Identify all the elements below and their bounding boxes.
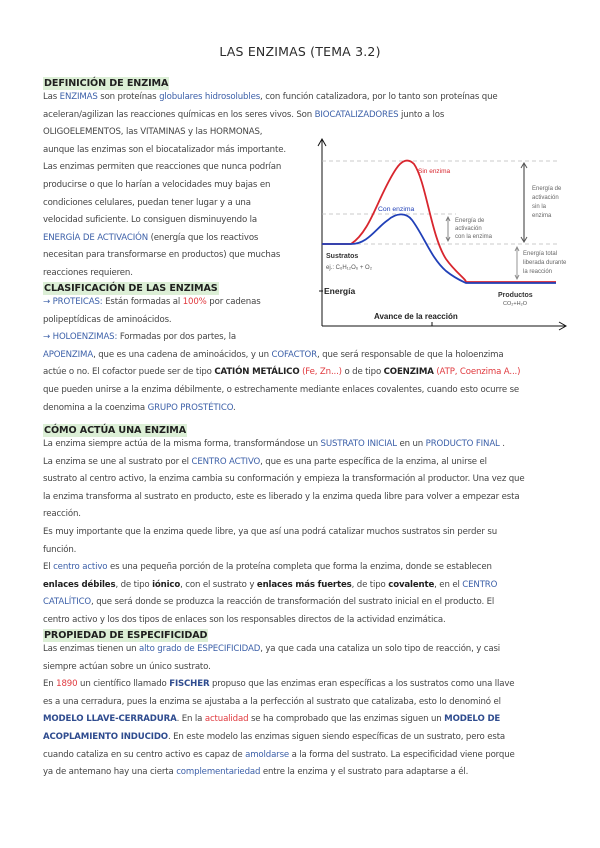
heading-clasificacion: CLASIFICACIÓN DE LAS ENZIMAS [44,283,218,294]
text-line [43,89,583,107]
text: se ha comprobado que las enzimas siguen un [248,714,445,725]
paragraph-como-actua [43,436,583,630]
heading-especificidad: PROPIEDAD DE ESPECIFICIDAD [44,630,208,641]
text-line [43,676,583,694]
text-line: producirse o que lo harían a velocidades muy bajas en [43,179,271,190]
document-title: LAS ENZIMAS (TEMA 3.2) [219,44,381,59]
text-line: Es muy importante que la enzima quede libre, ya que así una podrá catalizar muchos sustratos sin perder su [43,526,498,537]
text-line [43,711,583,729]
term-holoenzimas: → HOLOENZIMAS: [43,332,118,343]
label-productos-formula: CO₂+H₂O [503,301,527,307]
text: . [499,439,505,449]
term-modelo-de: MODELO DE [444,714,501,725]
text-line: reacciones requieren. [43,267,133,278]
term-centro-activo: CENTRO ACTIVO [191,456,261,467]
label-x-axis: Avance de la reacción [374,312,458,321]
text: ya de antemano hay una cierta [43,767,177,778]
text-line [43,764,583,782]
paragraph-especificidad [43,641,583,782]
text: un científico llamado [77,679,170,690]
text-line [43,400,583,418]
example-cations: (Fe, Zn...) [299,367,342,378]
text: La enzima siempre actúa de la misma forma, transformándose un [43,439,321,449]
term-coenzima: COENZIMA [383,367,434,378]
label-ea-con-3: con la enzima [455,234,493,240]
text-line: necesitan para transformarse en productos) que muchas [43,250,281,261]
text-line: condiciones celulares, puedan tener lugar y a una [43,197,251,208]
term-energia-activacion: ENERGÍA DE ACTIVACIÓN [43,232,148,243]
term-especificidad: alto grado de ESPECIFICIDAD [139,644,261,654]
text-line: sustrato al centro activo, la enzima cambia su conformación y empieza la transformación al productor. Una vez que [43,474,525,485]
term-producto-final: PRODUCTO FINAL [425,439,500,449]
term-apoenzima: APOENZIMA [43,349,94,360]
term-enzimas: ENZIMAS [59,92,98,102]
arrow-ea-sin [521,163,527,242]
term-actualidad: actualidad [204,714,249,725]
term-year: 1890 [56,679,78,690]
text: . [233,402,236,413]
term-cation-metalico: CATIÓN METÁLICO [214,367,300,378]
text: , en el [434,579,463,590]
text: Formadas por dos partes, la [117,332,237,343]
text: o de tipo [341,367,384,378]
text-line [43,436,583,454]
paragraph-clasificacion [43,294,583,417]
text: Están formadas al [102,297,183,307]
text-line [43,641,583,659]
text: . En este modelo las enzimas siguen siendo específicas de un sustrato, pero esta [167,731,506,742]
term-100: 100% [182,297,207,307]
term-complementariedad: complementariedad [176,767,261,778]
text-line [43,107,583,125]
text: , con función catalizadora, por lo tanto son proteínas que [260,92,498,102]
text: , que será donde se produzca la reacción de transformación del sustrato inicial en el producto. El [91,597,495,608]
text: , que será responsable de que la holoenzima [316,349,504,360]
text-line [43,577,583,595]
term-biocatalizadores: BIOCATALIZADORES [314,109,399,120]
text: son proteínas [97,92,160,102]
text: es una pequeña porción de la proteína completa que forma la enzima, donde se establecen [107,562,492,573]
label-sustratos-formula: ej.: C₆H₁₂O₆ + O₂ [326,265,373,271]
text-line [43,329,583,347]
text-line: Las enzimas permiten que reacciones que nunca podrían [43,162,282,173]
term-grupo-prostetico: GRUPO PROSTÉTICO [147,402,234,413]
text: propuso que las enzimas eran específicas a los sustratos como una llave [209,679,515,690]
label-y-axis: Energía [324,286,356,296]
label-total-3: la reacción [523,269,553,275]
text-line [43,347,583,365]
text-line [43,364,583,382]
text: La enzima se une al sustrato por el [43,456,192,467]
text: , de tipo [351,579,389,590]
term-centro-catalitico: CENTRO [462,579,498,590]
label-ea-sin-2: activación [532,195,559,201]
example-coenzimas: (ATP, Coenzima A...) [433,367,521,378]
text: Las [43,92,60,102]
text-line: siempre actúan sobre un único sustrato. [43,661,211,672]
text-line: centro activo y los dos tipos de enlaces son los responsables directos de la actividad enzimática. [43,614,446,625]
text: por cadenas [206,297,261,307]
curve-con-enzima [322,214,556,283]
text: (energía que los reactivos [148,232,259,243]
text: , de tipo [115,579,153,590]
label-ea-con-1: Energía de [455,218,485,224]
label-ea-sin-4: enzima [532,213,552,219]
term-amoldarse: amoldarse [245,749,290,760]
text: cuando cataliza en su centro activo es capaz de [43,749,246,760]
text-line [43,294,583,312]
label-productos: Productos [498,292,533,299]
text-line: polipeptídicas de aminoácidos. [43,314,172,325]
text: a la forma del sustrato. La especificidad viene porque [289,749,515,760]
text-line [43,594,583,612]
label-sustratos: Sustratos [326,253,359,260]
text-line [43,454,583,472]
term-fischer: FISCHER [169,679,210,690]
term-covalente: covalente [388,579,435,590]
term-centro-activo: centro activo [53,562,108,573]
text-line: que pueden unirse a la enzima débilmente, o estrechamente mediante enlaces covalentes, cuando esto ocurre se [43,384,520,395]
arrow-total-energy [515,247,519,279]
text-line: aunque las enzimas son el biocatalizador más importante. [43,144,286,155]
text-line [43,729,583,747]
term-acoplamiento-inducido: ACOPLAMIENTO INDUCIDO [43,731,168,742]
text-line [43,747,583,765]
term-cofactor: COFACTOR [271,349,317,360]
text-line [43,559,583,577]
text: en un [396,439,426,449]
heading-definicion: DEFINICIÓN DE ENZIMA [44,78,169,89]
text: Las enzimas tienen un [43,644,140,654]
text: , que es una cadena de aminoácidos, y un [93,349,272,360]
heading-como-actua: CÓMO ACTÚA UNA ENZIMA [44,425,187,436]
term-sustrato-inicial: SUSTRATO INICIAL [320,439,397,449]
text: actúe o no. El cofactor puede ser de tipo [43,367,215,378]
term-llave-cerradura: MODELO LLAVE-CERRADURA [43,714,177,725]
text-line: la enzima transforma al sustrato en producto, este es liberado y la enzima queda libre para volver a empezar esta [43,491,520,502]
term-enlaces-debiles: enlaces débiles [43,579,116,590]
term-catalitico: CATALÍTICO [43,597,92,608]
label-ea-sin-1: Energía de [532,186,562,192]
text: . En la [176,714,205,725]
text: entre la enzima y el sustrato para adaptarse a él. [260,767,469,778]
text: junto a los [398,109,445,120]
term-ionico: iónico [152,579,181,590]
label-ea-sin-3: sin la [532,204,547,210]
text-line: reacción. [43,509,81,520]
arrow-ea-con [446,217,450,241]
text: , que es una parte específica de la enzima, al unirse el [260,456,487,467]
text-line: función. [43,544,77,555]
text: El [43,562,54,573]
term-enlaces-fuertes: enlaces más fuertes [256,579,352,590]
text: aceleran/agilizan las reacciones químicas en los seres vivos. Son [43,109,315,120]
label-total-1: Energía total [523,251,558,257]
text-line: es a una cerradura, pues la enzima se ajustaba a la perfección al sustrato que catalizaba, esto lo denominó el [43,696,501,707]
term-globulares: globulares hidrosolubles [159,92,261,102]
text: En [43,679,57,690]
text: , ya que cada una cataliza un solo tipo de reacción, y casi [260,644,501,654]
text: denomina a la coenzima [43,402,148,413]
text-line: velocidad suficiente. Lo consiguen disminuyendo la [43,215,258,226]
text-line: OLIGOELEMENTOS, las VITAMINAS y las HORMONAS, [43,127,263,138]
label-ea-con-2: activación [455,226,482,232]
label-total-2: liberada durante [523,260,567,266]
text: , con el sustrato y [180,579,257,590]
label-con-enzima: Con enzima [378,206,415,213]
label-sin-enzima: Sin enzima [418,168,451,175]
term-proteicas: → PROTEICAS: [43,297,103,307]
